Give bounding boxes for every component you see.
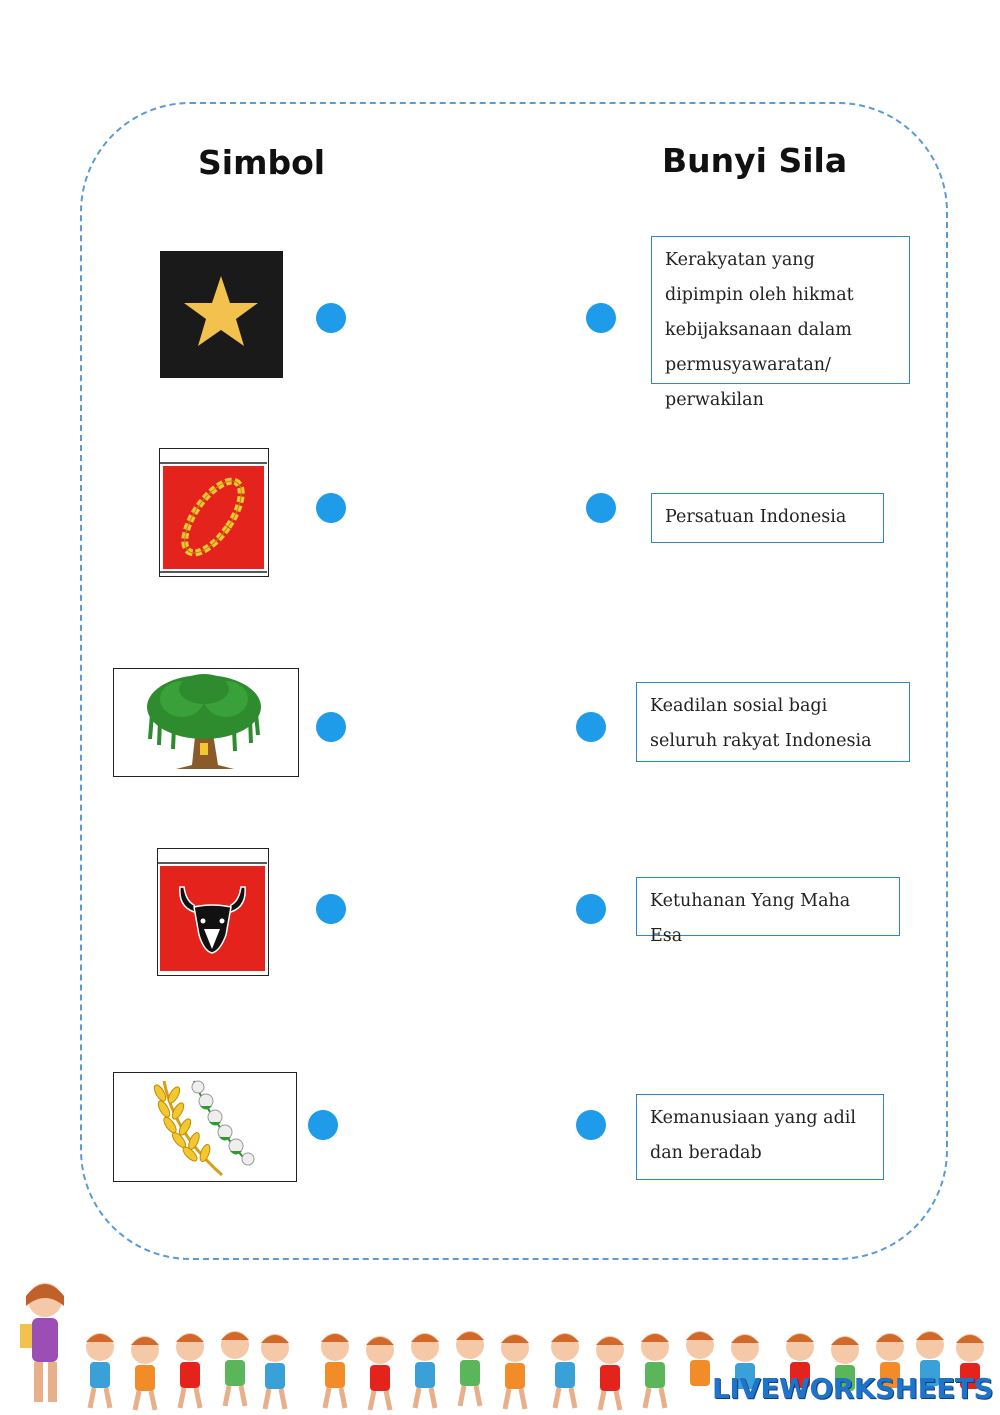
sila-box-1: Kerakyatan yang dipimpin oleh hikmat kebijaksanaan dalam permusyawaratan/ perwakilan xyxy=(651,236,910,384)
sila-dot-2[interactable] xyxy=(586,493,616,523)
sila-box-5: Kemanusiaan yang adil dan beradab xyxy=(636,1094,884,1180)
sila-dot-5[interactable] xyxy=(576,1110,606,1140)
sila-dot-3[interactable] xyxy=(576,712,606,742)
chain-symbol xyxy=(159,448,269,577)
banyan-tree-icon xyxy=(114,669,297,775)
sila-box-4: Ketuhanan Yang Maha Esa xyxy=(636,877,900,936)
symbol-dot-4[interactable] xyxy=(316,894,346,924)
star-symbol xyxy=(160,251,283,378)
sila-box-2: Persatuan Indonesia xyxy=(651,493,884,543)
sila-heading: Bunyi Sila xyxy=(662,141,848,180)
sila-dot-1[interactable] xyxy=(586,303,616,333)
sila-dot-4[interactable] xyxy=(576,894,606,924)
star-icon xyxy=(160,251,283,378)
chain-icon xyxy=(160,449,267,575)
liveworksheets-logo[interactable]: LIVEWORKSHEETS xyxy=(712,1372,994,1405)
tree-symbol xyxy=(113,668,299,777)
bull-symbol xyxy=(157,848,269,976)
bull-head-icon xyxy=(158,849,267,974)
symbol-heading: Simbol xyxy=(198,143,326,182)
rice-cotton-symbol xyxy=(113,1072,297,1182)
symbol-dot-5[interactable] xyxy=(308,1110,338,1140)
symbol-dot-3[interactable] xyxy=(316,712,346,742)
sila-box-3: Keadilan sosial bagi seluruh rakyat Indonesia xyxy=(636,682,910,762)
rice-cotton-icon xyxy=(114,1073,295,1180)
symbol-dot-1[interactable] xyxy=(316,303,346,333)
symbol-dot-2[interactable] xyxy=(316,493,346,523)
